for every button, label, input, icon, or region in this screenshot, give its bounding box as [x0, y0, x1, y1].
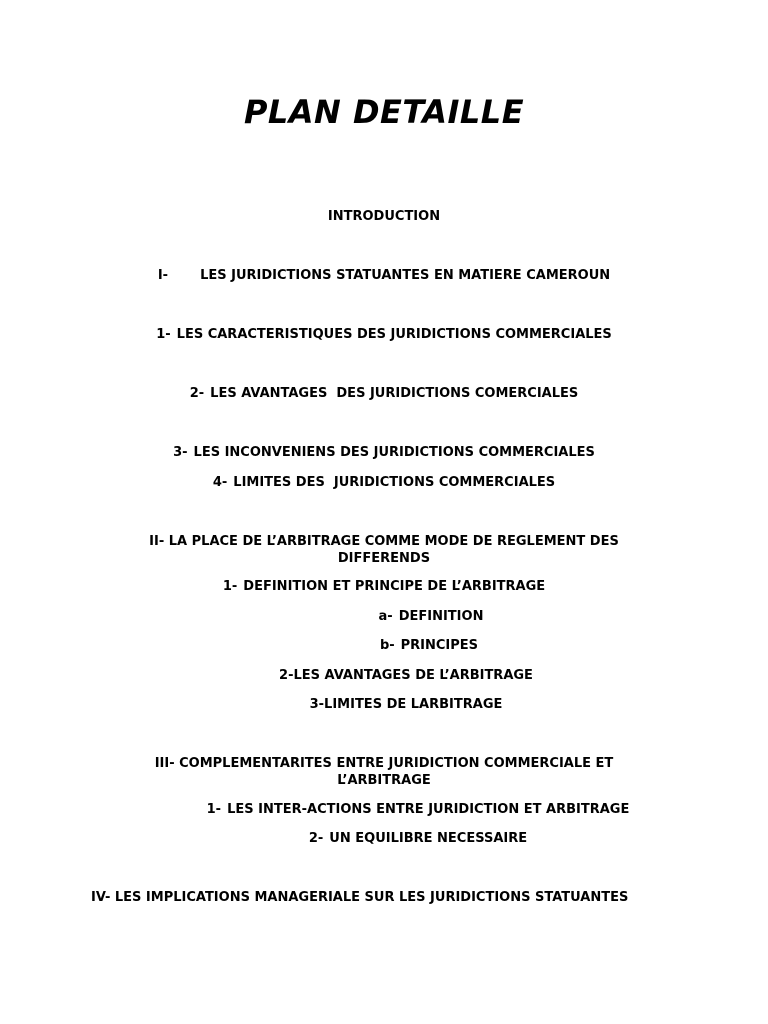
part3-item-1-number: 1- [206, 802, 222, 817]
part2-item-1-number: 1- [222, 579, 238, 594]
part2-sub-a-number: a- [378, 609, 393, 624]
part4-heading: IV- LES IMPLICATIONS MANAGERIALE SUR LES JURIDICTIONS STATUANTES [91, 890, 629, 905]
part3-item-2-text: UN EQUILIBRE NECESSAIRE [329, 831, 528, 846]
part1-item-1-number: 1- [156, 327, 171, 342]
part2-item-3: 3-LIMITES DE LARBITRAGE [309, 697, 503, 712]
part1-item-3-number: 3- [173, 445, 188, 460]
part2-item-2: 2-LES AVANTAGES DE L’ARBITRAGE [279, 668, 533, 683]
part2-heading-line1: II- LA PLACE DE L’ARBITRAGE COMME MODE DE REGLEMENT DES [149, 534, 619, 549]
introduction-heading: INTRODUCTION [327, 209, 441, 224]
part3-item-1-text: LES INTER-ACTIONS ENTRE JURIDICTION ET ARBITRAGE [227, 802, 630, 817]
part1-item-3 [0, 444, 768, 461]
part1-item-2-number: 2- [189, 386, 205, 401]
part2-heading-line2: DIFFERENDS [337, 551, 431, 566]
part1-item-1 [0, 326, 768, 343]
part2-item-1-text: DEFINITION ET PRINCIPE DE L’ARBITRAGE [243, 579, 546, 594]
part1-item-2 [0, 385, 768, 402]
part1-item-4-number: 4- [212, 475, 228, 490]
part3-item-2-number: 2- [308, 831, 324, 846]
part1-item-3-text: LES INCONVENIENS DES JURIDICTIONS COMMERCIALES [193, 445, 595, 460]
part2-sub-a [47, 608, 768, 625]
part2-sub-b-number: b- [379, 638, 395, 653]
part3-item-2 [34, 830, 768, 847]
part1-heading [0, 267, 768, 284]
part2-sub-a-text: DEFINITION [398, 609, 484, 624]
part1-item-4 [0, 474, 768, 491]
part2-item-1 [0, 578, 768, 595]
part3-item-1 [34, 801, 768, 818]
part1-number: I- [157, 268, 169, 283]
part2-sub-b [45, 637, 768, 654]
part2-sub-b-text: PRINCIPES [400, 638, 479, 653]
part3-heading-line2: L’ARBITRAGE [337, 773, 431, 788]
part1-item-1-text: LES CARACTERISTIQUES DES JURIDICTIONS COMMERCIALES [176, 327, 612, 342]
part3-heading-line1: III- COMPLEMENTARITES ENTRE JURIDICTION COMMERCIALE ET [154, 756, 614, 771]
part1-title: LES JURIDICTIONS STATUANTES EN MATIERE CAMEROUN [200, 268, 611, 283]
part1-item-4-text: LIMITES DES JURIDICTIONS COMMERCIALES [233, 475, 556, 490]
part1-item-2-text: LES AVANTAGES DES JURIDICTIONS COMERCIALES [210, 386, 579, 401]
page-title: PLAN DETAILLE [243, 93, 525, 131]
